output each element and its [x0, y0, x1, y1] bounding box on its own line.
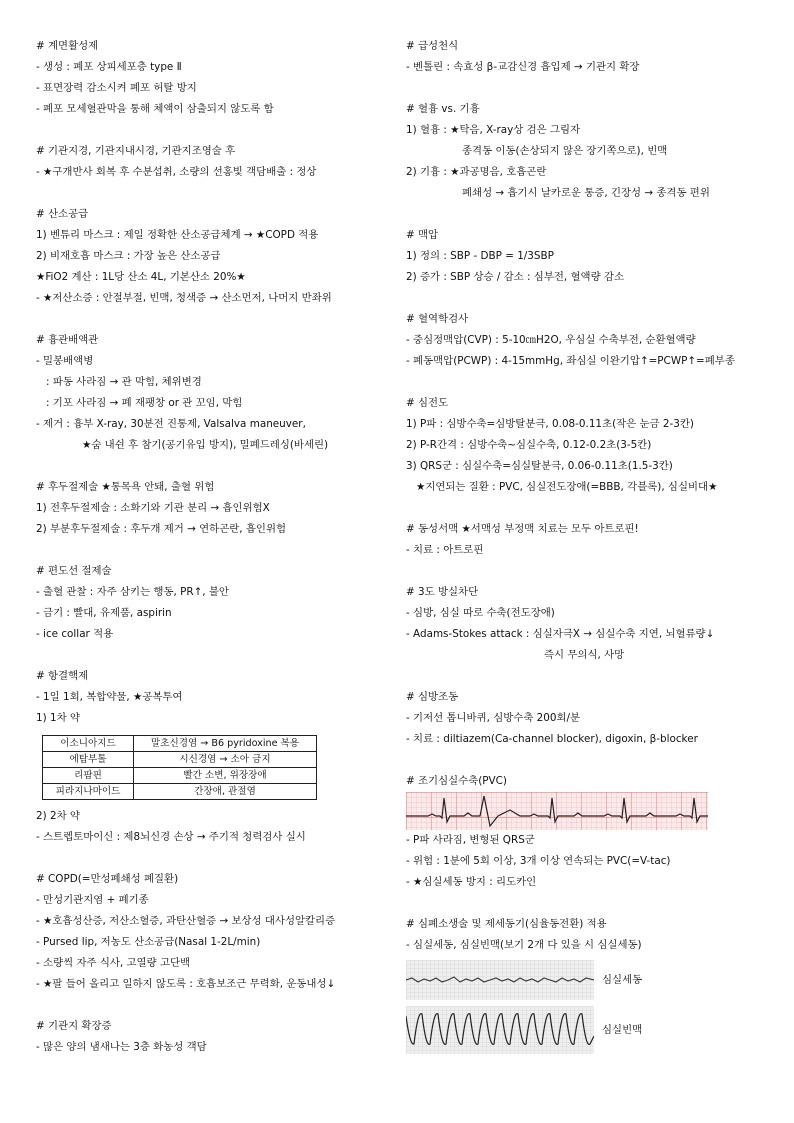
section-ecg — [406, 393, 768, 498]
vf-caption: 심실세동 — [602, 973, 643, 986]
vf-ecg-strip — [406, 960, 594, 1000]
section-title: # 심전도 — [406, 397, 449, 409]
table-cell: 시신경염 → 소아 금지 — [134, 752, 317, 768]
text-line: 1) 전후두절제술 : 소화기와 기관 분리 → 흡인위험X — [36, 502, 270, 514]
text-line: - ★심실세동 방지 : 리도카인 — [406, 876, 537, 888]
text-line: - 심방, 심실 따로 수축(전도장애) — [406, 607, 555, 619]
text-line: ★FiO2 계산 : 1L당 산소 4L, 기본산소 20%★ — [36, 271, 246, 283]
text-line: 1) P파 : 심방수축=심방탈분극, 0.08-0.11초(작은 눈금 2-3칸) — [406, 418, 694, 430]
text-line: 2) 비재호흡 마스크 : 가장 높은 산소공급 — [36, 250, 221, 262]
text-line: 3) QRS군 : 심실수축=심실탈분극, 0.06-0.11초(1.5-3칸) — [406, 460, 673, 472]
text-line: - Pursed lip, 저농도 산소공급(Nasal 1-2L/min) — [36, 936, 261, 948]
text-line: - 기저선 톱니바퀴, 심방수축 200회/분 — [406, 712, 581, 724]
text-line: - ★구개반사 회복 후 수분섭취, 소량의 선홍빛 객담배출 : 정상 — [36, 166, 317, 178]
section-bronchiectasis — [36, 1016, 394, 1058]
section-title: # 계면활성제 — [36, 40, 99, 52]
text-line: ★지연되는 질환 : PVC, 심실전도장애(=BBB, 각블록), 심실비대★ — [416, 481, 718, 493]
text-line: - 폐동맥압(PCWP) : 4-15mmHg, 좌심실 이완기압↑=PCWP↑=폐부종 — [406, 355, 735, 367]
section-title: # 기관지경, 기관지내시경, 기관지조영술 후 — [36, 145, 236, 157]
right-column — [406, 36, 768, 1054]
table-cell: 말초신경염 → B6 pyridoxine 복용 — [134, 736, 317, 752]
section-title: # COPD(=만성폐쇄성 폐질환) — [36, 873, 179, 885]
section-title: # 항결핵제 — [36, 670, 89, 682]
section-tonsillectomy — [36, 561, 394, 645]
text-line: - 제거 : 흉부 X-ray, 30분전 진통제, Valsalva maneuver, — [36, 418, 306, 430]
section-sinus-brady — [406, 519, 768, 561]
text-line: - 심실세동, 심실빈맥(보기 2개 다 있을 시 심실세동) — [406, 939, 642, 951]
section-title: # 급성천식 — [406, 40, 459, 52]
section-title: # 심폐소생술 및 제세동기(심율동전환) 적용 — [406, 918, 607, 930]
table-cell: 피라지나마이드 — [43, 784, 134, 800]
text-line: 폐쇄성 → 흡기시 날카로운 통증, 긴장성 → 종격동 편위 — [462, 187, 710, 199]
text-line: 2) 2차 약 — [36, 810, 80, 822]
table-cell: 간장애, 관절염 — [134, 784, 317, 800]
section-copd — [36, 869, 394, 995]
section-av-block — [406, 582, 768, 666]
text-line: - ★호흡성산증, 저산소혈증, 과탄산혈증 → 보상성 대사성알칼리증 — [36, 915, 336, 927]
text-line: - 폐포 모세혈관막을 통해 체액이 삼출되지 않도록 함 — [36, 103, 274, 115]
text-line: - 출혈 관찰 : 자주 삼키는 행동, PR↑, 불안 — [36, 586, 229, 598]
left-column — [36, 36, 394, 1058]
text-line: - ★저산소증 : 안절부절, 빈맥, 청색증 → 산소먼저, 나머지 반좌위 — [36, 292, 332, 304]
text-line: - 표면장력 감소시켜 폐포 허탈 방지 — [36, 82, 197, 94]
text-line: - ★팔 들어 올리고 일하지 않도록 : 호흡보조근 무력화, 운동내성↓ — [36, 978, 336, 990]
text-line: - 금기 : 빨대, 유제품, aspirin — [36, 607, 172, 619]
text-line: 1) 1차 약 — [36, 712, 80, 724]
text-line: 종격동 이동(손상되지 않은 장기쪽으로), 빈맥 — [462, 145, 668, 157]
text-line: - 밀봉배액병 — [36, 355, 94, 367]
text-line: - 벤톨린 : 속효성 β-교감신경 흡입제 → 기관지 확장 — [406, 61, 640, 73]
section-title: # 동성서맥 ★서맥성 부정맥 치료는 모두 아트로핀! — [406, 523, 639, 535]
text-line: 2) P-R간격 : 심방수축~심실수축, 0.12-0.2초(3-5칸) — [406, 439, 652, 451]
table-cell: 에탐부톨 — [43, 752, 134, 768]
section-pvc — [406, 771, 768, 893]
vt-caption: 심실빈맥 — [602, 1023, 643, 1036]
text-line: - ice collar 적용 — [36, 628, 114, 640]
table-cell: 이소니아지드 — [43, 736, 134, 752]
first-line-drug-table — [42, 735, 317, 800]
text-line: - 많은 양의 냄새나는 3층 화농성 객담 — [36, 1041, 207, 1053]
section-title: # 3도 방실차단 — [406, 586, 479, 598]
text-line: - 위험 : 1분에 5회 이상, 3개 이상 연속되는 PVC(=V-tac) — [406, 855, 671, 867]
section-title: # 흉관배액관 — [36, 334, 99, 346]
section-title: # 기관지 확장증 — [36, 1020, 112, 1032]
section-hemothorax-pneumothorax — [406, 99, 768, 204]
vt-ecg-strip — [406, 1006, 594, 1054]
section-cpr-defib — [406, 914, 768, 1054]
table-row — [43, 752, 317, 768]
section-chest-tube — [36, 330, 394, 456]
text-line: ★숨 내쉰 후 참기(공기유입 방지), 밀폐드레싱(바세린) — [82, 439, 329, 451]
section-title: # 혈역학검사 — [406, 313, 469, 325]
text-line: : 기포 사라짐 → 폐 재팽창 or 관 꼬임, 막힘 — [46, 397, 243, 409]
text-line: 1) 벤튜리 마스크 : 제일 정확한 산소공급체계 → ★COPD 적용 — [36, 229, 319, 241]
section-surfactant — [36, 36, 394, 120]
text-line: 2) 증가 : SBP 상승 / 감소 : 심부전, 혈액량 감소 — [406, 271, 625, 283]
section-hemodynamic — [406, 309, 768, 372]
text-line: - P파 사라짐, 변형된 QRS군 — [406, 834, 535, 846]
section-acute-asthma — [406, 36, 768, 78]
section-pulse-pressure — [406, 225, 768, 288]
text-line: - 소량씩 자주 식사, 고열량 고단백 — [36, 957, 191, 969]
text-line: - 중심정맥압(CVP) : 5-10㎝H2O, 우심실 수축부전, 순환혈액량 — [406, 334, 696, 346]
section-oxygen — [36, 204, 394, 309]
text-line: - 치료 : 아트로핀 — [406, 544, 484, 556]
text-line: 1) 혈흉 : ★탁음, X-ray상 검은 그림자 — [406, 124, 581, 136]
text-line: 1) 정의 : SBP - DBP = 1/3SBP — [406, 250, 554, 262]
section-title: # 혈흉 vs. 기흉 — [406, 103, 480, 115]
text-line: - Adams-Stokes attack : 심실자극X → 심실수축 지연, 뇌혈류량↓ — [406, 628, 715, 640]
section-title: # 산소공급 — [36, 208, 89, 220]
section-title: # 후두절제술 ★통목욕 안돼, 출혈 위험 — [36, 481, 215, 493]
section-title: # 맥압 — [406, 229, 439, 241]
table-cell: 빨간 소변, 위장장애 — [134, 768, 317, 784]
table-row — [43, 768, 317, 784]
section-title: # 조기심실수축(PVC) — [406, 775, 507, 787]
pvc-ecg-strip — [406, 792, 708, 830]
text-line: - 스트렙토마이신 : 제8뇌신경 손상 → 주기적 청력검사 실시 — [36, 831, 306, 843]
text-line: - 만성기관지염 + 폐기종 — [36, 894, 149, 906]
section-title: # 편도선 절제술 — [36, 565, 112, 577]
text-line: : 파동 사라짐 → 관 막힘, 체위변경 — [46, 376, 202, 388]
text-line: 2) 기흉 : ★과공명음, 호흡곤란 — [406, 166, 547, 178]
table-row — [43, 736, 317, 752]
text-line: 즉시 무의식, 사망 — [544, 649, 625, 661]
text-line: - 생성 : 폐포 상피세포층 type Ⅱ — [36, 61, 182, 73]
section-laryngectomy — [36, 477, 394, 540]
section-atrial-flutter — [406, 687, 768, 750]
section-bronchoscopy — [36, 141, 394, 183]
section-tb-drugs — [36, 666, 394, 848]
vf-row — [406, 960, 768, 1000]
table-row — [43, 784, 317, 800]
text-line: - 치료 : diltiazem(Ca-channel blocker), digoxin, β-blocker — [406, 733, 698, 745]
text-line: - 1일 1회, 복합약물, ★공복투여 — [36, 691, 183, 703]
table-cell: 리팜핀 — [43, 768, 134, 784]
vt-row — [406, 1006, 768, 1054]
text-line: 2) 부분후두절제술 : 후두개 제거 → 연하곤란, 흡인위험 — [36, 523, 287, 535]
section-title: # 심방조동 — [406, 691, 459, 703]
